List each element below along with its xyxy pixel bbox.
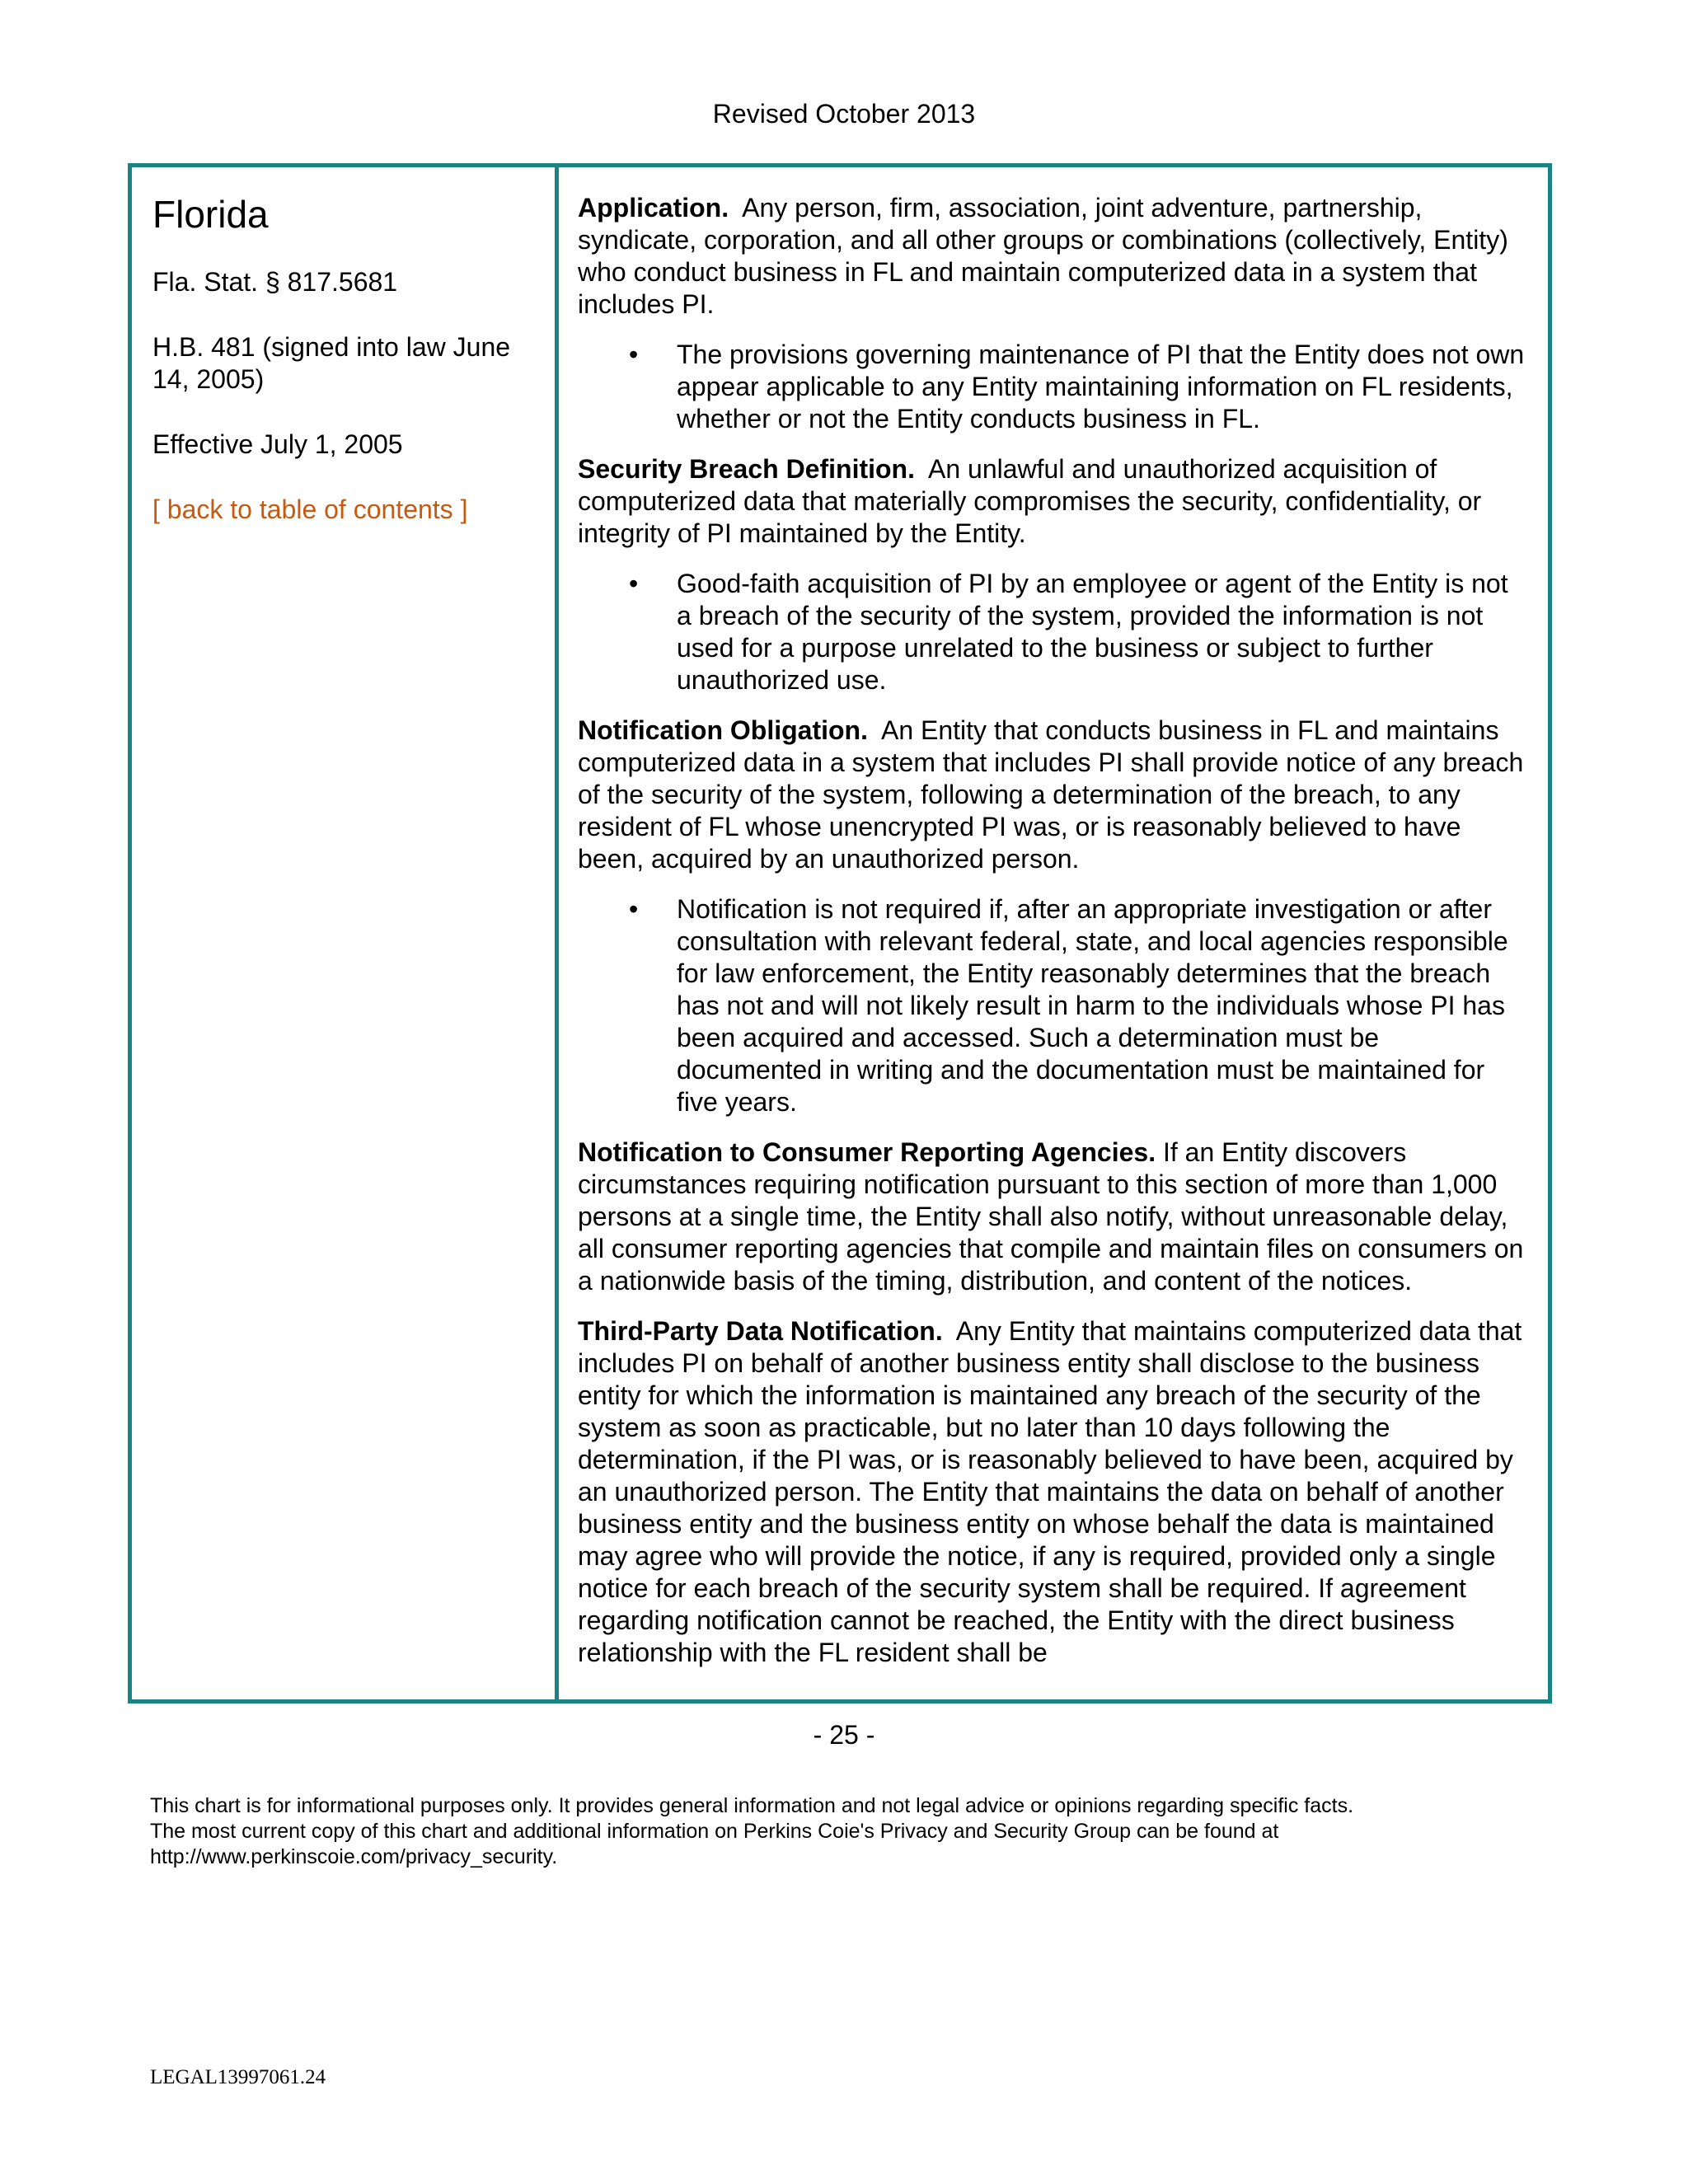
notification-obligation-heading: Notification Obligation.	[578, 715, 868, 745]
page-number: - 25 -	[813, 1720, 875, 1750]
effective-date: Effective July 1, 2005	[152, 429, 403, 459]
list-item	[578, 568, 1530, 696]
application-heading: Application.	[578, 193, 729, 223]
consumer-reporting-section	[578, 1137, 1530, 1297]
disclaimer-line: This chart is for informational purposes only. It provides general information and not legal advice or opinions regarding specific facts.	[150, 1794, 1354, 1817]
application-bullets	[578, 339, 1530, 435]
application-text: Any person, firm, association, joint adventure, partnership, syndicate, corporation, and all other groups or combinations (collectively, Entity) who conduct business in FL and maintain computerized data in a system that includes PI.	[578, 193, 1508, 319]
statute-citation: Fla. Stat. § 817.5681	[152, 267, 398, 297]
notification-obligation-section	[578, 715, 1530, 875]
disclaimer-line: The most current copy of this chart and additional information on Perkins Coie's Privacy and Security Group can be found at	[150, 1820, 1279, 1843]
breach-definition-bullets	[578, 568, 1530, 696]
third-party-heading: Third-Party Data Notification.	[578, 1316, 943, 1346]
bullet-icon: •	[629, 569, 639, 598]
state-law-table	[128, 163, 1552, 1704]
law-details-column	[559, 167, 1548, 1699]
notification-obligation-bullet-text: Notification is not required if, after an appropriate investigation or after consultation with relevant federal, state, and local agencies responsible for law enforcement, the Entity reasonably determines that the breach has not and will not likely result in harm to the individuals whose PI has been acquired and accessed. Such a determination must be documented in writing and the documentation must be maintained for five years.	[677, 894, 1508, 1117]
document-id: LEGAL13997061.24	[150, 2066, 326, 2088]
list-item	[578, 893, 1530, 1118]
breach-definition-heading: Security Breach Definition.	[578, 454, 915, 484]
notification-obligation-text: An Entity that conducts business in FL and maintains computerized data in a system that includes PI shall provide notice of any breach of the security of the system, following a determination of the breach, to any resident of FL whose unencrypted PI was, or is reasonably believed to have been, acquired by an unauthorized person.	[578, 715, 1524, 874]
application-section	[578, 192, 1530, 321]
breach-definition-bullet-text: Good-faith acquisition of PI by an employee or agent of the Entity is not a breach of the security of the system, provided the information is not used for a purpose unrelated to the business or subject to further unauthorized use.	[677, 569, 1508, 695]
page-header-revised: Revised October 2013	[712, 99, 976, 129]
back-to-toc-link[interactable]: [ back to table of contents ]	[152, 494, 468, 524]
application-bullet-text: The provisions governing maintenance of PI that the Entity does not own appear applicable to any Entity maintaining information on FL residents, whether or not the Entity conducts business in FL.	[677, 340, 1525, 434]
breach-definition-text: An unlawful and unauthorized acquisition of computerized data that materially compromises the security, confidentiality, or integrity of PI maintained by the Entity.	[578, 454, 1482, 548]
third-party-text: Any Entity that maintains computerized data that includes PI on behalf of another business entity shall disclose to the business entity for which the information is maintained any breach of the security of the system as soon as practicable, but no later than 10 days following the determination, if the PI was, or is reasonably believed to have been, acquired by an unauthorized person. The Entity that maintains the data on behalf of another business entity and the business entity on whose behalf the data is maintained may agree who will provide the notice, if any is required, provided only a single notice for each breach of the security system shall be required. If agreement regarding notification cannot be reached, the Entity with the direct business relationship with the FL resident shall be	[578, 1316, 1522, 1667]
consumer-reporting-text: If an Entity discovers circumstances requiring notification pursuant to this section of more than 1,000 persons at a single time, the Entity shall also notify, without unreasonable delay, all consumer reporting agencies that compile and maintain files on consumers on a nationwide basis of the timing, distribution, and content of the notices.	[578, 1137, 1524, 1296]
state-info-column	[132, 167, 559, 1699]
footer-disclaimer	[150, 1793, 1551, 1870]
notification-obligation-bullets	[578, 893, 1530, 1118]
state-name: Florida	[152, 193, 269, 236]
bill-citation: H.B. 481 (signed into law June 14, 2005)	[152, 332, 511, 394]
third-party-section	[578, 1315, 1530, 1669]
bullet-icon: •	[629, 340, 639, 369]
disclaimer-url[interactable]: http://www.perkinscoie.com/privacy_security.	[150, 1845, 558, 1868]
list-item	[578, 339, 1530, 435]
bullet-icon: •	[629, 894, 639, 924]
consumer-reporting-heading: Notification to Consumer Reporting Agencies.	[578, 1137, 1156, 1167]
breach-definition-section	[578, 453, 1530, 550]
